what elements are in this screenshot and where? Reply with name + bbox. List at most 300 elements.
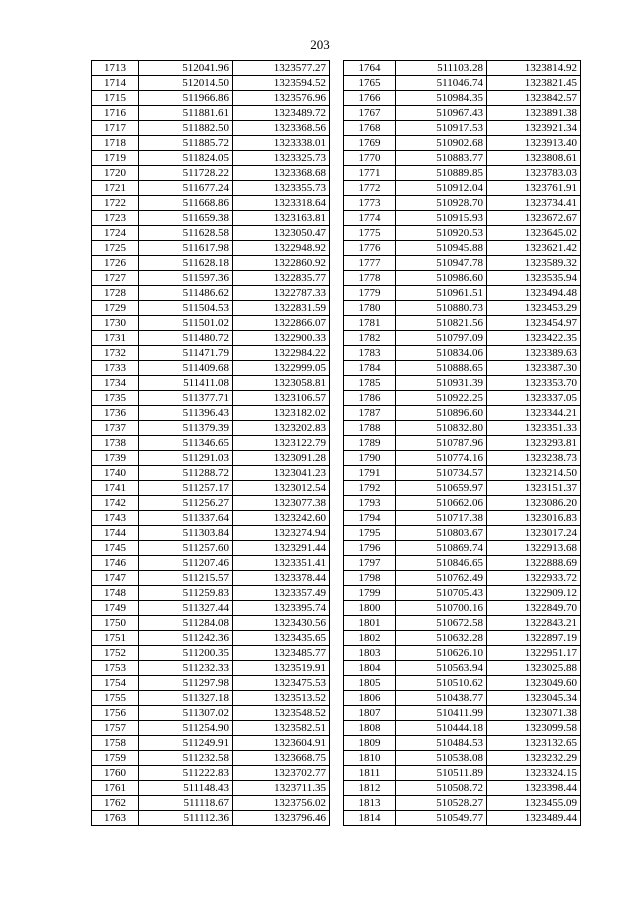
y-coordinate-cell: 1323577.27 [233,61,330,76]
table-row [344,76,581,91]
point-number-cell: 1809 [344,736,396,751]
x-coordinate-cell: 511207.46 [139,556,233,571]
table-row [344,736,581,751]
x-coordinate-cell: 510774.16 [396,451,487,466]
point-number-cell: 1773 [344,196,396,211]
x-coordinate-cell: 510705.43 [396,586,487,601]
x-coordinate-cell: 511597.36 [139,271,233,286]
y-coordinate-cell: 1322860.92 [233,256,330,271]
y-coordinate-cell: 1323318.64 [233,196,330,211]
point-number-cell: 1735 [92,391,139,406]
y-coordinate-cell: 1323293.81 [487,436,581,451]
point-number-cell: 1789 [344,436,396,451]
x-coordinate-cell: 511327.18 [139,691,233,706]
y-coordinate-cell: 1323921.34 [487,121,581,136]
y-coordinate-cell: 1323702.77 [233,766,330,781]
point-number-cell: 1783 [344,346,396,361]
y-coordinate-cell: 1323796.46 [233,811,330,826]
x-coordinate-cell: 510444.18 [396,721,487,736]
point-number-cell: 1801 [344,616,396,631]
table-row [344,781,581,796]
table-row [92,106,330,121]
point-number-cell: 1812 [344,781,396,796]
point-number-cell: 1798 [344,571,396,586]
table-row [344,316,581,331]
table-row [92,91,330,106]
table-row [344,466,581,481]
table-row [344,631,581,646]
x-coordinate-cell: 510931.39 [396,376,487,391]
table-row [92,616,330,631]
y-coordinate-cell: 1322888.69 [487,556,581,571]
y-coordinate-cell: 1323761.91 [487,181,581,196]
point-number-cell: 1808 [344,721,396,736]
table-row [344,181,581,196]
x-coordinate-cell: 510986.60 [396,271,487,286]
point-number-cell: 1758 [92,736,139,751]
x-coordinate-cell: 510896.60 [396,406,487,421]
x-coordinate-cell: 510888.65 [396,361,487,376]
point-number-cell: 1732 [92,346,139,361]
x-coordinate-cell: 510700.16 [396,601,487,616]
x-coordinate-cell: 511409.68 [139,361,233,376]
point-number-cell: 1724 [92,226,139,241]
point-number-cell: 1793 [344,496,396,511]
y-coordinate-cell: 1323049.60 [487,676,581,691]
table-row [344,796,581,811]
y-coordinate-cell: 1323325.73 [233,151,330,166]
point-number-cell: 1792 [344,481,396,496]
y-coordinate-cell: 1322835.77 [233,271,330,286]
coordinates-table-left [91,60,330,826]
table-row [92,601,330,616]
table-row [92,151,330,166]
x-coordinate-cell: 511501.02 [139,316,233,331]
y-coordinate-cell: 1323338.01 [233,136,330,151]
point-number-cell: 1741 [92,481,139,496]
table-row [344,496,581,511]
y-coordinate-cell: 1323355.73 [233,181,330,196]
y-coordinate-cell: 1322913.68 [487,541,581,556]
table-row [92,346,330,361]
y-coordinate-cell: 1322999.05 [233,361,330,376]
y-coordinate-cell: 1323430.56 [233,616,330,631]
point-number-cell: 1726 [92,256,139,271]
y-coordinate-cell: 1323122.79 [233,436,330,451]
y-coordinate-cell: 1323071.38 [487,706,581,721]
y-coordinate-cell: 1323099.58 [487,721,581,736]
x-coordinate-cell: 510528.27 [396,796,487,811]
x-coordinate-cell: 511480.72 [139,331,233,346]
table-row [92,436,330,451]
table-row [92,571,330,586]
table-row [92,451,330,466]
x-coordinate-cell: 511256.27 [139,496,233,511]
point-number-cell: 1729 [92,301,139,316]
y-coordinate-cell: 1323151.37 [487,481,581,496]
table-row [92,316,330,331]
x-coordinate-cell: 510912.04 [396,181,487,196]
y-coordinate-cell: 1323132.65 [487,736,581,751]
x-coordinate-cell: 510947.78 [396,256,487,271]
point-number-cell: 1756 [92,706,139,721]
y-coordinate-cell: 1323645.02 [487,226,581,241]
point-number-cell: 1763 [92,811,139,826]
table-row [344,556,581,571]
table-row [344,691,581,706]
x-coordinate-cell: 510672.58 [396,616,487,631]
y-coordinate-cell: 1323821.45 [487,76,581,91]
table-row [92,586,330,601]
point-number-cell: 1764 [344,61,396,76]
x-coordinate-cell: 510659.97 [396,481,487,496]
point-number-cell: 1799 [344,586,396,601]
point-number-cell: 1722 [92,196,139,211]
x-coordinate-cell: 511242.36 [139,631,233,646]
x-coordinate-cell: 511668.86 [139,196,233,211]
table-row [92,301,330,316]
x-coordinate-cell: 511291.03 [139,451,233,466]
point-number-cell: 1797 [344,556,396,571]
x-coordinate-cell: 510920.53 [396,226,487,241]
y-coordinate-cell: 1323672.67 [487,211,581,226]
y-coordinate-cell: 1323389.63 [487,346,581,361]
point-number-cell: 1803 [344,646,396,661]
x-coordinate-cell: 510510.62 [396,676,487,691]
point-number-cell: 1807 [344,706,396,721]
table-row [92,481,330,496]
table-row [344,601,581,616]
x-coordinate-cell: 511297.98 [139,676,233,691]
y-coordinate-cell: 1323357.49 [233,586,330,601]
y-coordinate-cell: 1323594.52 [233,76,330,91]
x-coordinate-cell: 511677.24 [139,181,233,196]
x-coordinate-cell: 510889.85 [396,166,487,181]
table-row [344,406,581,421]
point-number-cell: 1743 [92,511,139,526]
point-number-cell: 1731 [92,331,139,346]
y-coordinate-cell: 1323519.91 [233,661,330,676]
table-row [344,301,581,316]
x-coordinate-cell: 510967.43 [396,106,487,121]
y-coordinate-cell: 1323077.38 [233,496,330,511]
coordinates-table-right [343,60,581,826]
x-coordinate-cell: 511659.38 [139,211,233,226]
x-coordinate-cell: 510869.74 [396,541,487,556]
table-row [344,646,581,661]
y-coordinate-cell: 1323783.03 [487,166,581,181]
table-row [92,226,330,241]
table-row [344,151,581,166]
point-number-cell: 1749 [92,601,139,616]
x-coordinate-cell: 511232.33 [139,661,233,676]
x-coordinate-cell: 510484.53 [396,736,487,751]
point-number-cell: 1714 [92,76,139,91]
y-coordinate-cell: 1323582.51 [233,721,330,736]
point-number-cell: 1761 [92,781,139,796]
point-number-cell: 1737 [92,421,139,436]
point-number-cell: 1762 [92,796,139,811]
y-coordinate-cell: 1323291.44 [233,541,330,556]
table-row [344,346,581,361]
table-row [344,436,581,451]
y-coordinate-cell: 1323182.02 [233,406,330,421]
x-coordinate-cell: 510846.65 [396,556,487,571]
point-number-cell: 1736 [92,406,139,421]
x-coordinate-cell: 511966.86 [139,91,233,106]
point-number-cell: 1780 [344,301,396,316]
table-row [344,586,581,601]
point-number-cell: 1717 [92,121,139,136]
point-number-cell: 1730 [92,316,139,331]
x-coordinate-cell: 511377.71 [139,391,233,406]
y-coordinate-cell: 1323163.81 [233,211,330,226]
point-number-cell: 1765 [344,76,396,91]
x-coordinate-cell: 511103.28 [396,61,487,76]
table-row [92,136,330,151]
y-coordinate-cell: 1323274.94 [233,526,330,541]
table-row [92,631,330,646]
table-row [344,811,581,826]
x-coordinate-cell: 511284.08 [139,616,233,631]
x-coordinate-cell: 511288.72 [139,466,233,481]
y-coordinate-cell: 1323756.02 [233,796,330,811]
table-row [344,376,581,391]
x-coordinate-cell: 510832.80 [396,421,487,436]
y-coordinate-cell: 1322787.33 [233,286,330,301]
y-coordinate-cell: 1322948.92 [233,241,330,256]
y-coordinate-cell: 1323494.48 [487,286,581,301]
point-number-cell: 1784 [344,361,396,376]
y-coordinate-cell: 1323489.72 [233,106,330,121]
x-coordinate-cell: 511396.43 [139,406,233,421]
y-coordinate-cell: 1322933.72 [487,571,581,586]
y-coordinate-cell: 1323489.44 [487,811,581,826]
y-coordinate-cell: 1323535.94 [487,271,581,286]
table-row [92,361,330,376]
table-row [344,106,581,121]
point-number-cell: 1790 [344,451,396,466]
point-number-cell: 1769 [344,136,396,151]
point-number-cell: 1786 [344,391,396,406]
table-row [92,211,330,226]
table-row [92,556,330,571]
point-number-cell: 1787 [344,406,396,421]
point-number-cell: 1788 [344,421,396,436]
table-row [344,286,581,301]
coordinates-table-left-body [92,61,330,826]
table-row [92,241,330,256]
y-coordinate-cell: 1323842.57 [487,91,581,106]
y-coordinate-cell: 1323242.60 [233,511,330,526]
y-coordinate-cell: 1323353.70 [487,376,581,391]
y-coordinate-cell: 1323913.40 [487,136,581,151]
point-number-cell: 1772 [344,181,396,196]
y-coordinate-cell: 1323453.29 [487,301,581,316]
point-number-cell: 1766 [344,91,396,106]
x-coordinate-cell: 512014.50 [139,76,233,91]
x-coordinate-cell: 511379.39 [139,421,233,436]
table-row [92,466,330,481]
x-coordinate-cell: 511112.36 [139,811,233,826]
point-number-cell: 1777 [344,256,396,271]
table-row [92,196,330,211]
x-coordinate-cell: 511259.83 [139,586,233,601]
x-coordinate-cell: 511881.61 [139,106,233,121]
x-coordinate-cell: 511411.08 [139,376,233,391]
y-coordinate-cell: 1323368.68 [233,166,330,181]
point-number-cell: 1778 [344,271,396,286]
x-coordinate-cell: 511232.58 [139,751,233,766]
y-coordinate-cell: 1323045.34 [487,691,581,706]
point-number-cell: 1779 [344,286,396,301]
table-row [344,706,581,721]
x-coordinate-cell: 510438.77 [396,691,487,706]
table-row [344,481,581,496]
point-number-cell: 1734 [92,376,139,391]
point-number-cell: 1747 [92,571,139,586]
y-coordinate-cell: 1323324.15 [487,766,581,781]
x-coordinate-cell: 510787.96 [396,436,487,451]
point-number-cell: 1742 [92,496,139,511]
point-number-cell: 1745 [92,541,139,556]
point-number-cell: 1760 [92,766,139,781]
point-number-cell: 1750 [92,616,139,631]
x-coordinate-cell: 510411.99 [396,706,487,721]
x-coordinate-cell: 511628.58 [139,226,233,241]
table-row [92,166,330,181]
table-row [92,61,330,76]
y-coordinate-cell: 1322951.17 [487,646,581,661]
x-coordinate-cell: 511249.91 [139,736,233,751]
table-row [92,721,330,736]
x-coordinate-cell: 511728.22 [139,166,233,181]
point-number-cell: 1781 [344,316,396,331]
x-coordinate-cell: 510915.93 [396,211,487,226]
point-number-cell: 1757 [92,721,139,736]
table-row [92,121,330,136]
x-coordinate-cell: 511303.84 [139,526,233,541]
x-coordinate-cell: 510538.08 [396,751,487,766]
point-number-cell: 1804 [344,661,396,676]
table-row [92,256,330,271]
x-coordinate-cell: 511882.50 [139,121,233,136]
x-coordinate-cell: 510717.38 [396,511,487,526]
table-row [344,241,581,256]
point-number-cell: 1767 [344,106,396,121]
x-coordinate-cell: 510902.68 [396,136,487,151]
x-coordinate-cell: 511504.53 [139,301,233,316]
table-row [344,766,581,781]
x-coordinate-cell: 511824.05 [139,151,233,166]
point-number-cell: 1768 [344,121,396,136]
point-number-cell: 1795 [344,526,396,541]
point-number-cell: 1721 [92,181,139,196]
table-row [344,331,581,346]
x-coordinate-cell: 511885.72 [139,136,233,151]
table-row [92,646,330,661]
point-number-cell: 1791 [344,466,396,481]
point-number-cell: 1719 [92,151,139,166]
table-row [344,91,581,106]
table-row [92,541,330,556]
table-row [344,226,581,241]
x-coordinate-cell: 510834.06 [396,346,487,361]
y-coordinate-cell: 1323576.96 [233,91,330,106]
x-coordinate-cell: 511337.64 [139,511,233,526]
y-coordinate-cell: 1323050.47 [233,226,330,241]
point-number-cell: 1715 [92,91,139,106]
point-number-cell: 1759 [92,751,139,766]
y-coordinate-cell: 1323454.97 [487,316,581,331]
y-coordinate-cell: 1323589.32 [487,256,581,271]
point-number-cell: 1814 [344,811,396,826]
x-coordinate-cell: 511486.62 [139,286,233,301]
y-coordinate-cell: 1323337.05 [487,391,581,406]
table-row [344,751,581,766]
point-number-cell: 1755 [92,691,139,706]
x-coordinate-cell: 511046.74 [396,76,487,91]
point-number-cell: 1739 [92,451,139,466]
y-coordinate-cell: 1323422.35 [487,331,581,346]
table-row [344,661,581,676]
y-coordinate-cell: 1323891.38 [487,106,581,121]
y-coordinate-cell: 1322909.12 [487,586,581,601]
point-number-cell: 1785 [344,376,396,391]
y-coordinate-cell: 1323395.74 [233,601,330,616]
x-coordinate-cell: 510880.73 [396,301,487,316]
point-number-cell: 1716 [92,106,139,121]
table-row [92,676,330,691]
point-number-cell: 1813 [344,796,396,811]
x-coordinate-cell: 511200.35 [139,646,233,661]
y-coordinate-cell: 1323202.83 [233,421,330,436]
point-number-cell: 1753 [92,661,139,676]
table-row [344,256,581,271]
table-row [92,811,330,826]
x-coordinate-cell: 510662.06 [396,496,487,511]
point-number-cell: 1713 [92,61,139,76]
y-coordinate-cell: 1323025.88 [487,661,581,676]
point-number-cell: 1744 [92,526,139,541]
table-row [92,391,330,406]
x-coordinate-cell: 511307.02 [139,706,233,721]
y-coordinate-cell: 1323106.57 [233,391,330,406]
table-row [344,166,581,181]
table-row [92,526,330,541]
table-row [344,526,581,541]
x-coordinate-cell: 510734.57 [396,466,487,481]
x-coordinate-cell: 510632.28 [396,631,487,646]
table-row [92,421,330,436]
table-row [92,286,330,301]
point-number-cell: 1770 [344,151,396,166]
table-row [344,361,581,376]
point-number-cell: 1723 [92,211,139,226]
x-coordinate-cell: 510626.10 [396,646,487,661]
table-row [92,781,330,796]
y-coordinate-cell: 1322849.70 [487,601,581,616]
table-row [344,391,581,406]
point-number-cell: 1727 [92,271,139,286]
table-row [92,181,330,196]
y-coordinate-cell: 1323734.41 [487,196,581,211]
point-number-cell: 1748 [92,586,139,601]
y-coordinate-cell: 1323808.61 [487,151,581,166]
x-coordinate-cell: 511346.65 [139,436,233,451]
x-coordinate-cell: 512041.96 [139,61,233,76]
x-coordinate-cell: 511254.90 [139,721,233,736]
